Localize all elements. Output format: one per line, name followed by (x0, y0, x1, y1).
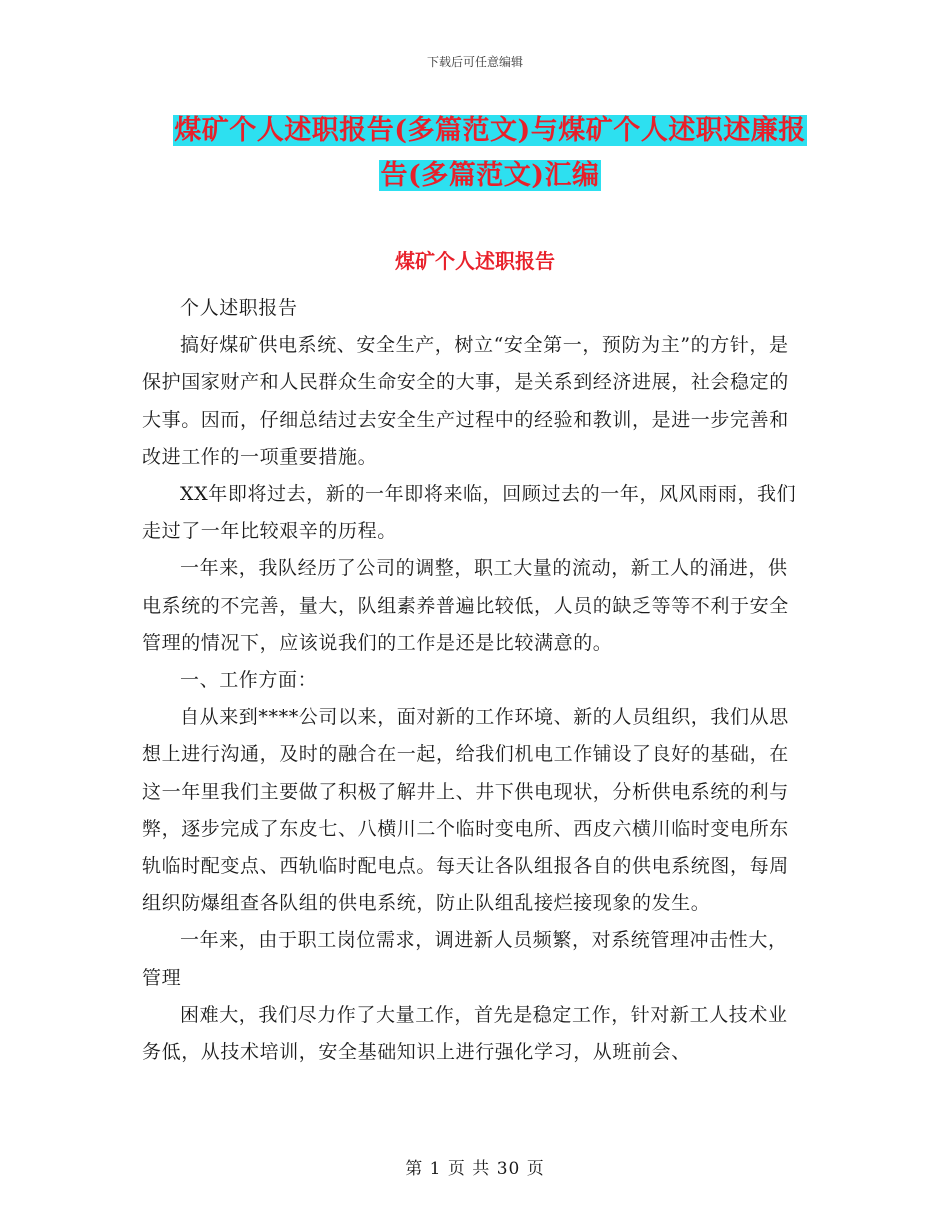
paragraph: 自从来到****公司以来，面对新的工作环境、新的人员组织，我们从思想上进行沟通，及时的融合在一起，给我们机电工作铺设了良好的基础，在这一年里我们主要做了积极了解井上、井下供电现状，分析供电系统的利与弊，逐步完成了东皮七、八横川二个临时变电所、西皮六横川临时变电所东轨临时配变点、西轨临时配电点。每天让各队组报各自的供电系统图，每周组织防爆组查各队组的供电系统，防止队组乱接烂接现象的发生。 (142, 706, 789, 915)
document-title (140, 108, 840, 198)
document-title-line-2: 告(多篇范文)汇编 (380, 160, 600, 191)
page-footer: 第 1 页 共 30 页 (405, 1159, 545, 1179)
document-body (142, 290, 807, 1071)
document-title-line-1: 煤矿个人述职报告(多篇范文)与煤矿个人述职述廉报 (174, 115, 806, 146)
paragraph: 一年来，我队经历了公司的调整，职工大量的流动，新工人的涌进，供电系统的不完善，量大，队组素养普遍比较低，人员的缺乏等等不利于安全管理的情况下，应该说我们的工作是还是比较满意的。 (142, 557, 789, 654)
paragraph: 一年来，由于职工岗位需求，调进新人员频繁，对系统管理冲击性大，管理 (142, 929, 788, 989)
paragraph: 困难大，我们尽力作了大量工作，首先是稳定工作，针对新工人技术业务低，从技术培训，安全基础知识上进行强化学习，从班前会、 (142, 1003, 788, 1064)
section-title: 煤矿个人述职报告 (395, 249, 555, 273)
paragraph: 一、工作方面： (180, 669, 318, 692)
paragraph: XX年即将过去，新的一年即将来临，回顾过去的一年，风风雨雨，我们走过了一年比较艰辛的历程。 (142, 483, 797, 543)
paragraph: 搞好煤矿供电系统、安全生产，树立“安全第一，预防为主”的方针，是保护国家财产和人民群众生命安全的大事，是关系到经济进展，社会稳定的大事。因而，仔细总结过去安全生产过程中的经验和教训，是进一步完善和改进工作的一项重要措施。 (142, 334, 789, 468)
paragraph: 个人述职报告 (180, 297, 298, 319)
header-note: 下载后可任意编辑 (426, 55, 523, 69)
